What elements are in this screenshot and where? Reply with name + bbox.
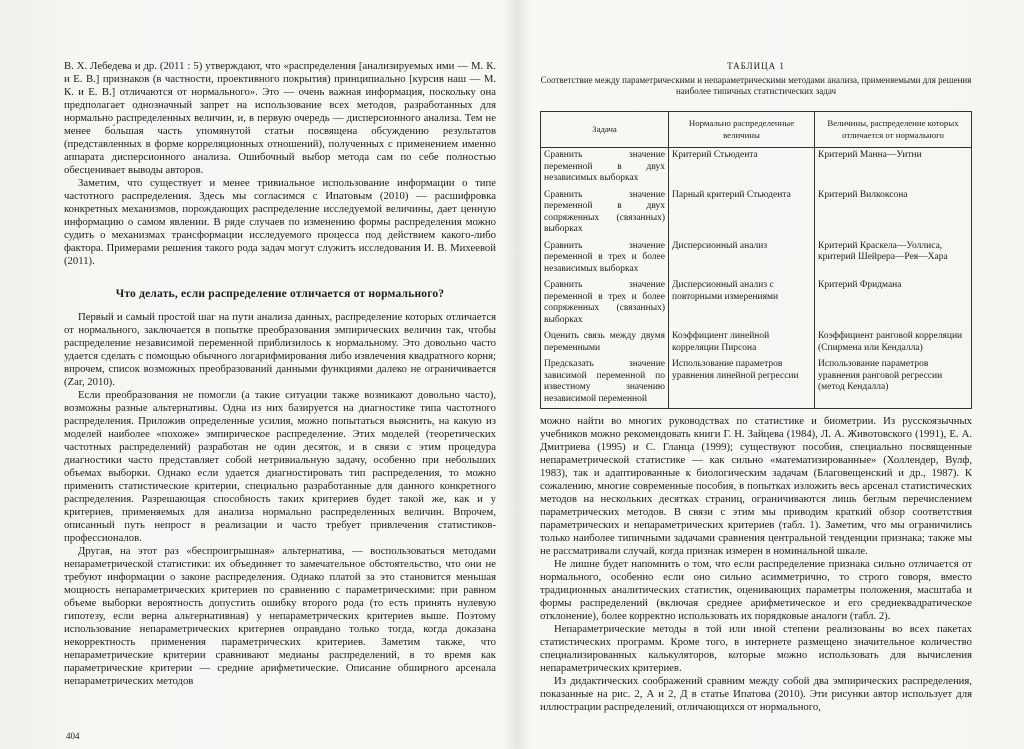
- table-caption: ТАБЛИЦА 1: [727, 61, 785, 71]
- table-header-cell: Нормально распределенные величины: [669, 112, 815, 148]
- table-cell: Использование параметров уравнения линейной регрессии: [669, 357, 815, 409]
- table-cell: Критерий Стьюдента: [669, 148, 815, 188]
- table-cell: Коэффициент ранговой корреляции (Спирмена или Кендалла): [815, 329, 972, 357]
- table-cell: Критерий Вилкоксона: [815, 188, 972, 239]
- table-row: [541, 357, 972, 409]
- table-row: [541, 188, 972, 239]
- table-row: [541, 239, 972, 279]
- methods-table: [540, 111, 972, 409]
- table-cell: Критерий Фридмана: [815, 278, 972, 329]
- table-cell: Сравнить значение переменной в двух независимых выборках: [541, 148, 669, 188]
- table-cell: Сравнить значение переменной в трех и более сопряженных (связанных) выборках: [541, 278, 669, 329]
- paragraph: Заметим, что существует и менее тривиальное использование информации о типе частотного распределения. Здесь мы согласимся с Ипатовым (2010) — расшифровка конкретных механизмов, порождающих распределение исследуемой величины, дает ценную информацию о самом явлении. В ряде случаев по изменению формы распределения можно судить о механизмах трансформации исследуемого процесса под действием какого-либо фактора. Примерами решения такого рода задач могут служить исследования И. В. Михеевой (2011).: [64, 177, 496, 267]
- table-cell: Использование параметров уравнения ранговой регрессии (метод Кендалла): [815, 357, 972, 409]
- paragraph: В. Х. Лебедева и др. (2011 : 5) утверждают, что «распределения [анализируемых ими — М. К. и Е. В.] признаков (в частности, проективного покрытия) принципиально [курсив наш — М. К. и Е. В.] отличаются от нормального». Это — очень важная информация, поскольку она предполагает однозначный запрет на использование всех методов, разработанных для нормально распределенных величин, и, в первую очередь — дисперсионного анализа. Тем не менее бо́льшая часть упомянутой статьи посвящена обсуждению результатов (представленных в форме корреляционных отношений), полученных с применением именно аппарата дисперсионного анализа. Ошибочный выбор метода сам по себе полностью обесценивает выводы авторов.: [64, 60, 496, 176]
- table-cell: Парный критерий Стьюдента: [669, 188, 815, 239]
- table-header-row: [541, 112, 972, 148]
- paragraph: Из дидактических соображений сравним между собой два эмпирических распределения, показанные на рис. 2, А и 2, Д в статье Ипатова (2010). Эти рисунки автор использует для иллюстрации распределений, отличающихся от нормального,: [540, 675, 972, 713]
- table-cell: Сравнить значение переменной в трех и более независимых выборках: [541, 239, 669, 279]
- table-cell: Сравнить значение переменной в двух сопряженных (связанных) выборках: [541, 188, 669, 239]
- table-cell: Оценить связь между двумя переменными: [541, 329, 669, 357]
- paragraph: Не лишне будет напомнить о том, что если распределение признака сильно отличается от нормального, особенно если оно сильно асимметрично, то строго говоря, вместо традиционных аналитических статистик, оценивающих параметры положения, масштаба и формы распределений (включая среднее арифметическое и его среднеквадратическое отклонение), более корректно использовать их порядковые аналоги (табл. 2).: [540, 558, 972, 622]
- table-cell: Коэффициент линейной корреляции Пирсона: [669, 329, 815, 357]
- right-page: [540, 60, 972, 714]
- paragraph: Непараметрические методы в той или иной степени реализованы во всех пакетах статистических программ. Кроме того, в интернете размещено значительное количество специализированных калькуляторов, которые можно использовать для вычисления непараметрических критериев.: [540, 623, 972, 674]
- left-page: [64, 60, 496, 688]
- table-title: Соответствие между параметрическими и непараметрическими методами анализа, применяемыми для решения наиболее типичных статистических задач: [540, 75, 972, 96]
- right-body-text: [540, 415, 972, 714]
- section-heading: Что делать, если распределение отличается от нормального?: [115, 288, 445, 300]
- paragraph: можно найти во многих руководствах по статистике и биометрии. Из русскоязычных учебников можно рекомендовать книги Г. Н. Зайцева (1984), Л. А. Животовского (1991), Е. А. Дмитриева (1995) и С. Гланца (1999); существуют пособия, специально посвященные непараметрической статистике — как сильно «математизированные» (Холлендер, Вулф, 1983), так и адаптированные к биологическим задачам (Благовещенский и др., 1987). К сожалению, многие современные пособия, в попытках изложить весь арсенал статистических методов на нескольких десятках страниц, ограничиваются лишь беглым перечислением параметрических методов. В связи с этим мы приводим краткий обзор соответствия параметрических и непараметрических критериев (табл. 1). Заметим, что мы ограничились только наиболее типичными задачами сравнения центральной тенденции признака; также мы не рассматривали случай, когда признак измерен в номинальной шкале.: [540, 415, 972, 557]
- paragraph: Если преобразования не помогли (а такие ситуации также возникают довольно часто), возможны разные альтернативы. Одна из них базируется на диагностике типа частотного распределения. Приложив определенные усилия, можно попытаться выяснить, на какую из моделей наиболее «похоже» эмпирическое распределение. Этих моделей (теоретических частотных распределений) разработан не один десяток, и в связи с этим процедура диагностики часто представляет собой нетривиальную задачу, особенно при небольших объемах выборки. Однако если удается диагностировать тип распределения, то можно применить статистические критерии, специально разработанные для данного конкретного распределения. Разрешающая способность таких критериев будет такой же, как и у критериев, применяемых для анализа нормально распределенных величин. Впрочем, описанный путь непрост в реализации и часто требует привлечения статистиков-профессионалов.: [64, 389, 496, 544]
- table-header-cell: Величины, распределение которых отличается от нормального: [815, 112, 972, 148]
- table-row: [541, 329, 972, 357]
- table-row: [541, 278, 972, 329]
- paragraph: Первый и самый простой шаг на пути анализа данных, распределение которых отличается от нормального, заключается в попытке преобразования эмпирических величин так, чтобы распределение независимой переменной приблизилось к нормальному. Это довольно часто удается сделать с помощью обычного логарифмирования либо извлечения квадратного корня; впрочем, список возможных преобразований данными функциями далеко не ограничивается (Zar, 2010).: [64, 311, 496, 388]
- table-cell: Критерий Краскела—Уоллиса, критерий Шейрера—Рея—Хара: [815, 239, 972, 279]
- table-cell: Дисперсионный анализ с повторными измерениями: [669, 278, 815, 329]
- table-cell: Критерий Манна—Уитни: [815, 148, 972, 188]
- table-row: [541, 148, 972, 188]
- table-cell: Дисперсионный анализ: [669, 239, 815, 279]
- table-header-cell: Задача: [541, 112, 669, 148]
- page-number: 404: [66, 731, 80, 741]
- table-cell: Предсказать значение зависимой переменной по известному значению независимой переменной: [541, 357, 669, 409]
- paragraph: Другая, на этот раз «беспроигрышная» альтернатива, — воспользоваться методами непараметрической статистики: их объединяет то замечательное обстоятельство, что они не требуют информации о законе распределения. Однако платой за это становится меньшая мощность непараметрических критериев по сравнению с параметрическими: при равном объеме выборки вероятность допустить ошибку второго рода (то есть принять нулевую гипотезу, если верна альтернативная) у непараметрических критериев выше. Поэтому использование непараметрических критериев оправдано только тогда, когда доказана некорректность применения параметрических критериев. Заметим также, что непараметрические критерии сравнивают медианы распределений, в то время как параметрические критерии — средние арифметические. Описание обширного арсенала непараметрических методов: [64, 545, 496, 687]
